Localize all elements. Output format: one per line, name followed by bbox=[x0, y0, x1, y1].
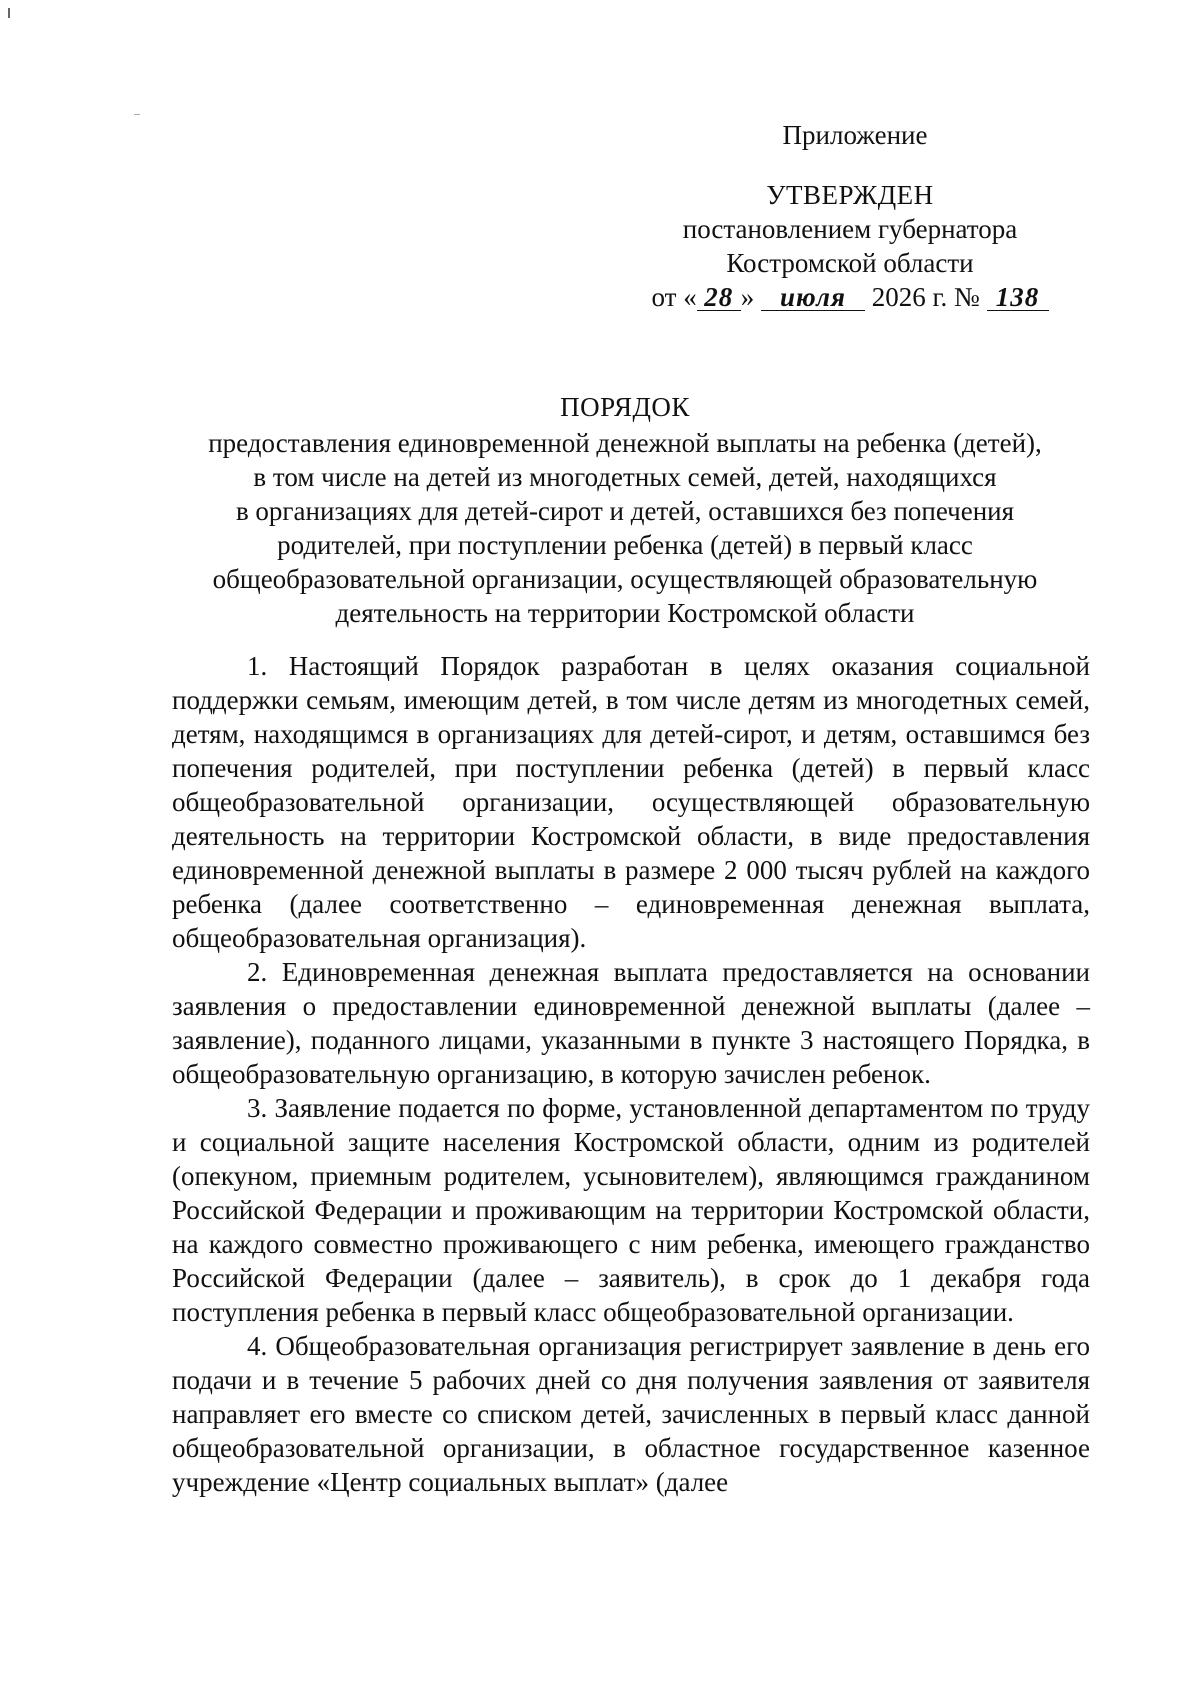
document-title: ПОРЯДОК bbox=[560, 392, 690, 422]
title-line: общеобразовательной организации, осуществляющей образовательную bbox=[212, 564, 1038, 594]
approval-date-line bbox=[620, 280, 1080, 314]
title-line: в организациях для детей-сирот и детей, оставшихся без попечения bbox=[235, 496, 1015, 526]
date-mid: » bbox=[740, 282, 761, 312]
approval-line-1: постановлением губернатора bbox=[682, 214, 1018, 244]
date-prefix: от « bbox=[651, 282, 697, 312]
document-body bbox=[172, 649, 1090, 1499]
document-title-block bbox=[150, 390, 1100, 630]
approval-line-2: Костромской области bbox=[726, 248, 974, 278]
scan-edge-mark bbox=[8, 8, 10, 18]
appendix-label: Приложение bbox=[782, 120, 928, 150]
title-line: родителей, при поступлении ребенка (детей) в первый класс bbox=[277, 530, 973, 560]
approval-block bbox=[620, 118, 1080, 314]
scan-speck bbox=[134, 114, 140, 115]
title-line: деятельность на территории Костромской области bbox=[335, 598, 915, 628]
paragraph-3: 3. Заявление подается по форме, установленной департаментом по труду и социальной защите населения Костромской области, одним из родителей (опекуном, приемным родителем, усыновителем), являющимся гражданином Российской Федерации и проживающим на территории Костромской области, на каждого совместно проживающего с ним ребенка, имеющего гражданство Российской Федерации (далее – заявитель), в срок до 1 декабря года поступления ребенка в первый класс общеобразовательной организации. bbox=[172, 1093, 1090, 1327]
title-line: предоставления единовременной денежной выплаты на ребенка (детей), bbox=[208, 428, 1042, 458]
handwritten-doc-number: 138 bbox=[987, 284, 1049, 311]
paragraph-4: 4. Общеобразовательная организация регистрирует заявление в день его подачи и в течение 5 рабочих дней со дня получения заявления от заявителя направляет его вместе со списком детей, зачисленных в первый класс данной общеобразовательной организации, в областное государственное казенное учреждение «Центр социальных выплат» (далее bbox=[172, 1331, 1090, 1497]
title-line: в том числе на детей из многодетных семей, детей, находящихся bbox=[253, 462, 997, 492]
handwritten-day: 28 bbox=[697, 284, 741, 311]
handwritten-month: июля bbox=[761, 284, 865, 311]
paragraph-2: 2. Единовременная денежная выплата предоставляется на основании заявления о предоставлении единовременной денежной выплаты (далее – заявление), поданного лицами, указанными в пункте 3 настоящего Порядка, в общеобразовательную организацию, в которую зачислен ребенок. bbox=[172, 957, 1090, 1089]
date-year: 2026 г. № bbox=[864, 282, 987, 312]
approved-label: УТВЕРЖДЕН bbox=[766, 180, 934, 210]
paragraph-1: 1. Настоящий Порядок разработан в целях оказания социальной поддержки семьям, имеющим детей, в том числе детям из многодетных семей, детям, находящимся в организациях для детей-сирот, и детям, оставшимся без попечения родителей, при поступлении ребенка (детей) в первый класс общеобразовательной организации, осуществляющей образовательную деятельность на территории Костромской области, в виде предоставления единовременной денежной выплаты в размере 2 000 тысяч рублей на каждого ребенка (далее соответственно – единовременная денежная выплата, общеобразовательная организация). bbox=[172, 651, 1090, 953]
